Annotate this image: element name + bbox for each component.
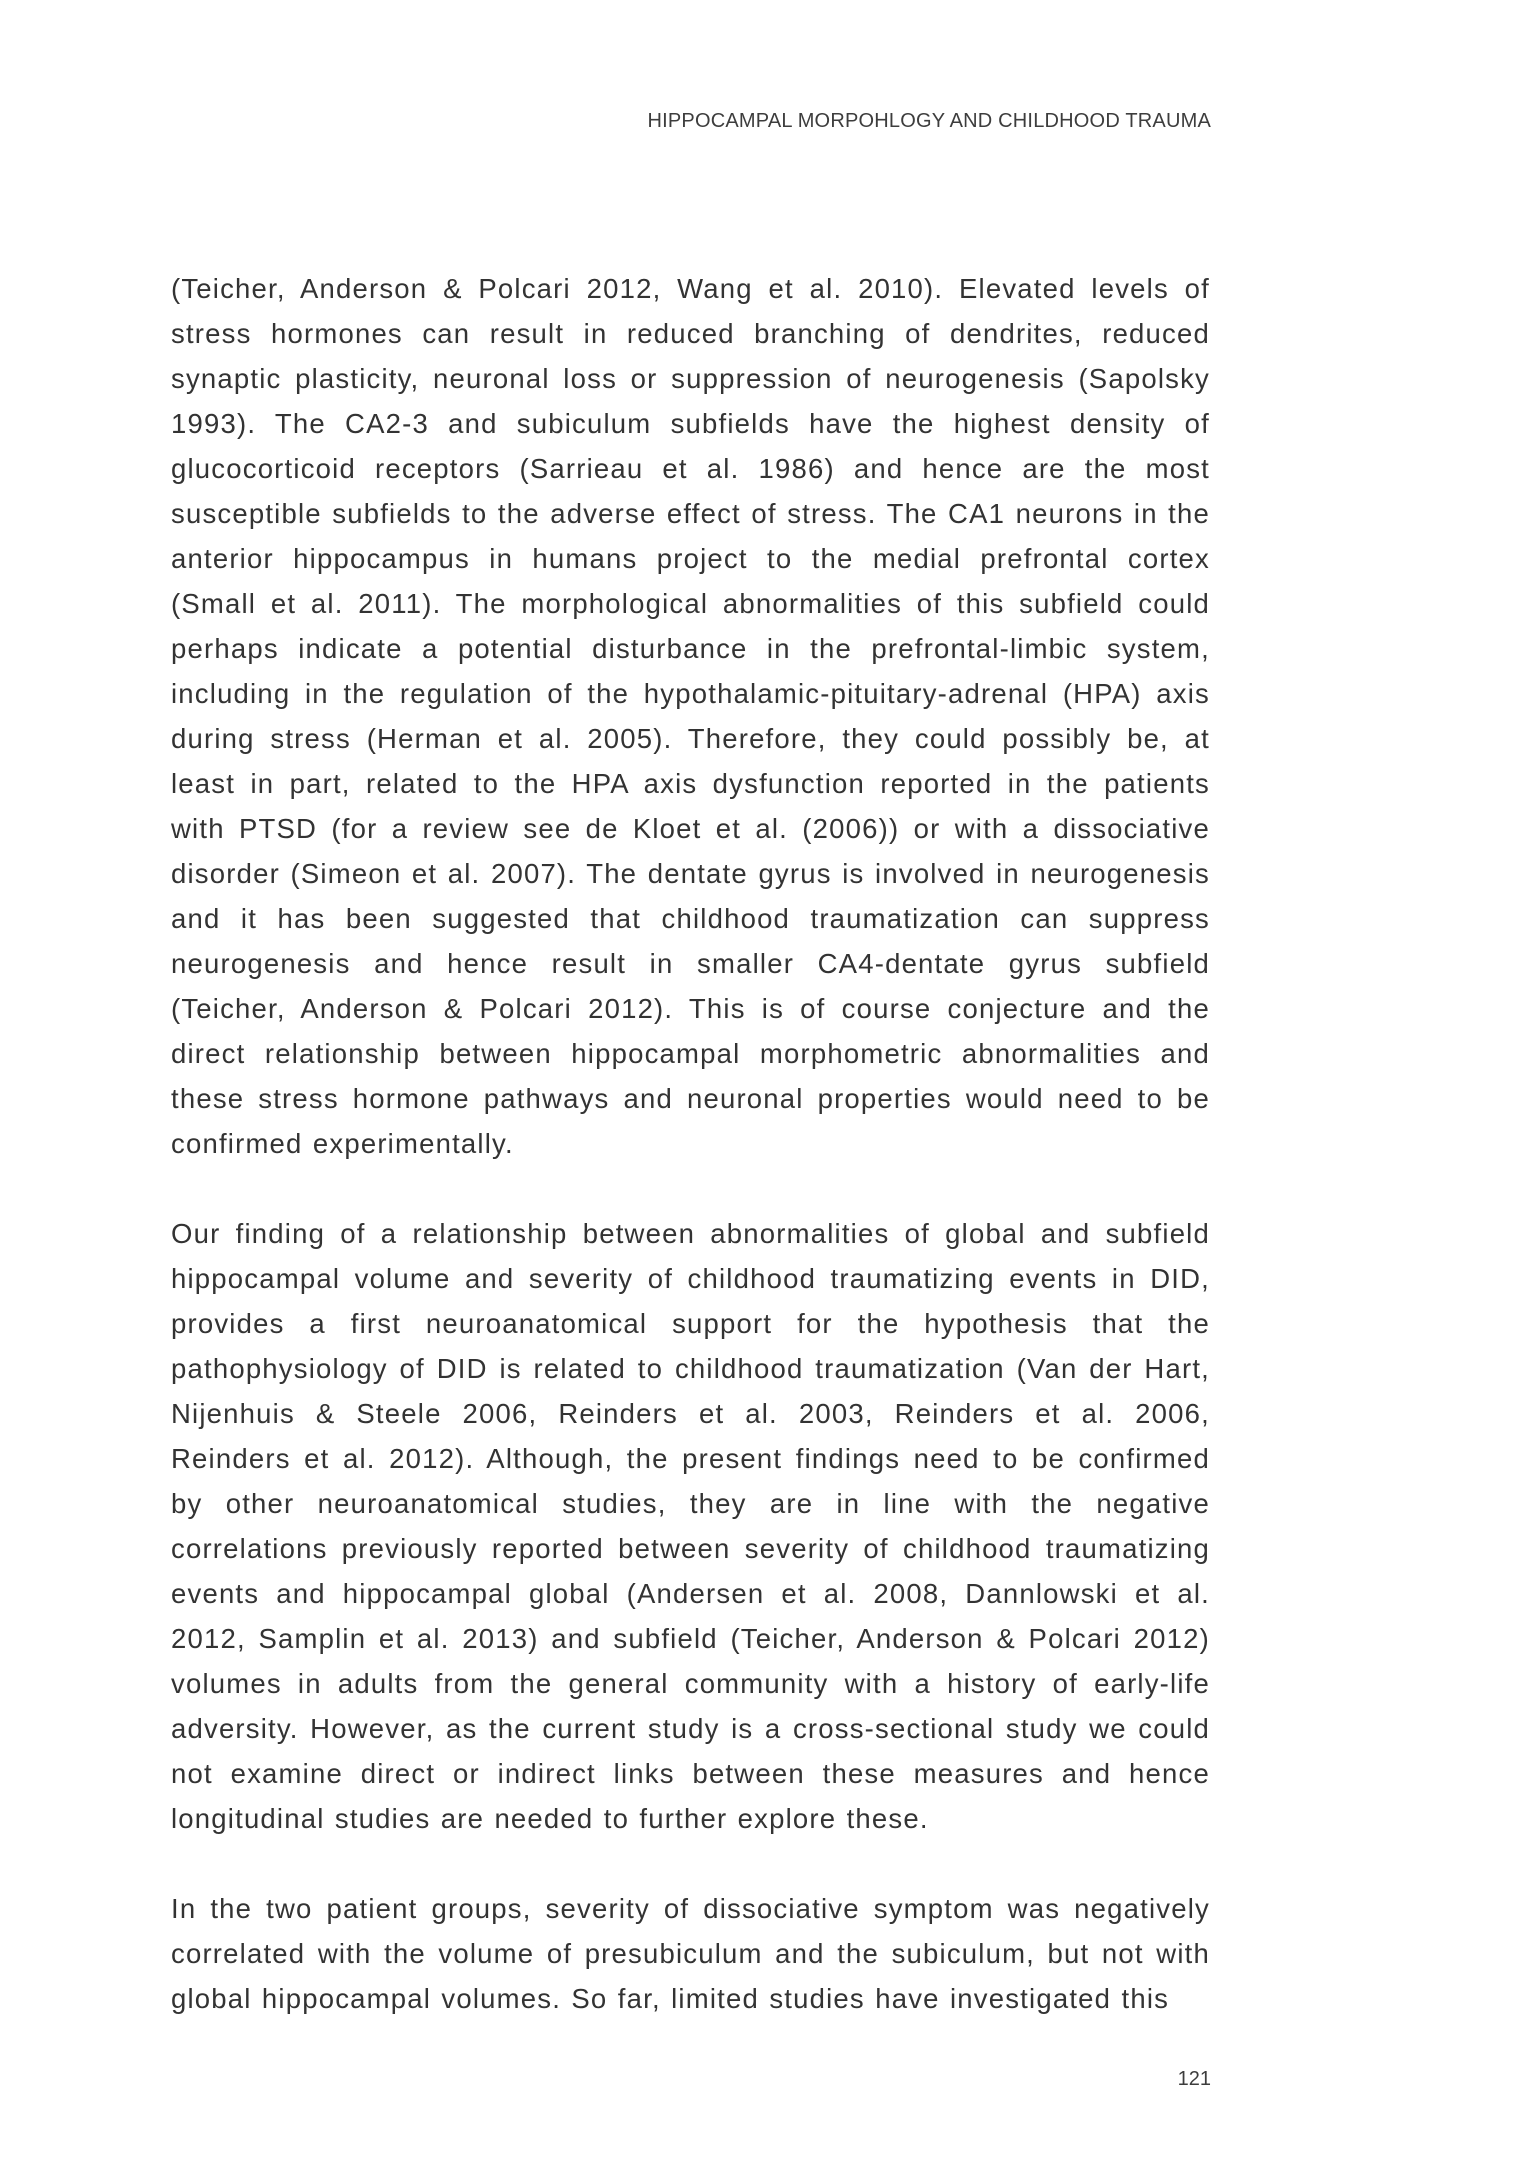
paragraph-childhood-trauma-finding: Our finding of a relationship between abnormalities of global and subfield hippocampal volume and severity of childhood traumatizing events in DID, provides a first neuroanatomical support for the hypothesis that the pathophysiology of DID is related to childhood traumatization (Van der Hart, Nijenhuis & Steele 2006, Reinders et al. 2003, Reinders et al. 2006, Reinders et al. 2012). Although, the present findings need to be confirmed by other neuroanatomical studies, they are in line with the negative correlations previously reported between severity of childhood traumatizing events and hippocampal global (Andersen et al. 2008, Dannlowski et al. 2012, Samplin et al. 2013) and subfield (Teicher, Anderson & Polcari 2012) volumes in adults from the general community with a history of early-life adversity. However, as the current study is a cross-sectional study we could not examine direct or indirect links between these measures and hence longitudinal studies are needed to further explore these. — [171, 1218, 1210, 1834]
page-number: 121 — [1177, 2068, 1211, 2090]
paragraph-stress-hormones: (Teicher, Anderson & Polcari 2012, Wang et al. 2010). Elevated levels of stress hormones can result in reduced branching of dendrites, reduced synaptic plasticity, neuronal loss or suppression of neurogenesis (Sapolsky 1993). The CA2-3 and subiculum subfields have the highest density of glucocorticoid receptors (Sarrieau et al. 1986) and hence are the most susceptible subfields to the adverse effect of stress. The CA1 neurons in the anterior hippocampus in humans project to the medial prefrontal cortex (Small et al. 2011). The morphological abnormalities of this subfield could perhaps indicate a potential disturbance in the prefrontal-limbic system, including in the regulation of the hypothalamic-pituitary-adrenal (HPA) axis during stress (Herman et al. 2005). Therefore, they could possibly be, at least in part, related to the HPA axis dysfunction reported in the patients with PTSD (for a review see de Kloet et al. (2006)) or with a dissociative disorder (Simeon et al. 2007). The dentate gyrus is involved in neurogenesis and it has been suggested that childhood traumatization can suppress neurogenesis and hence result in smaller CA4-dentate gyrus subfield (Teicher, Anderson & Polcari 2012). This is of course conjecture and the direct relationship between hippocampal morphometric abnormalities and these stress hormone pathways and neuronal properties would need to be confirmed experimentally. — [171, 273, 1210, 1159]
paragraph-dissociative-symptoms: In the two patient groups, severity of dissociative symptom was negatively correlated with the volume of presubiculum and the subiculum, but not with global hippocampal volumes. So far, limited studies have investigated this — [171, 1893, 1210, 2014]
body-text — [171, 266, 1210, 2066]
running-header: HIPPOCAMPAL MORPOHLOGY AND CHILDHOOD TRAUMA — [647, 110, 1211, 132]
